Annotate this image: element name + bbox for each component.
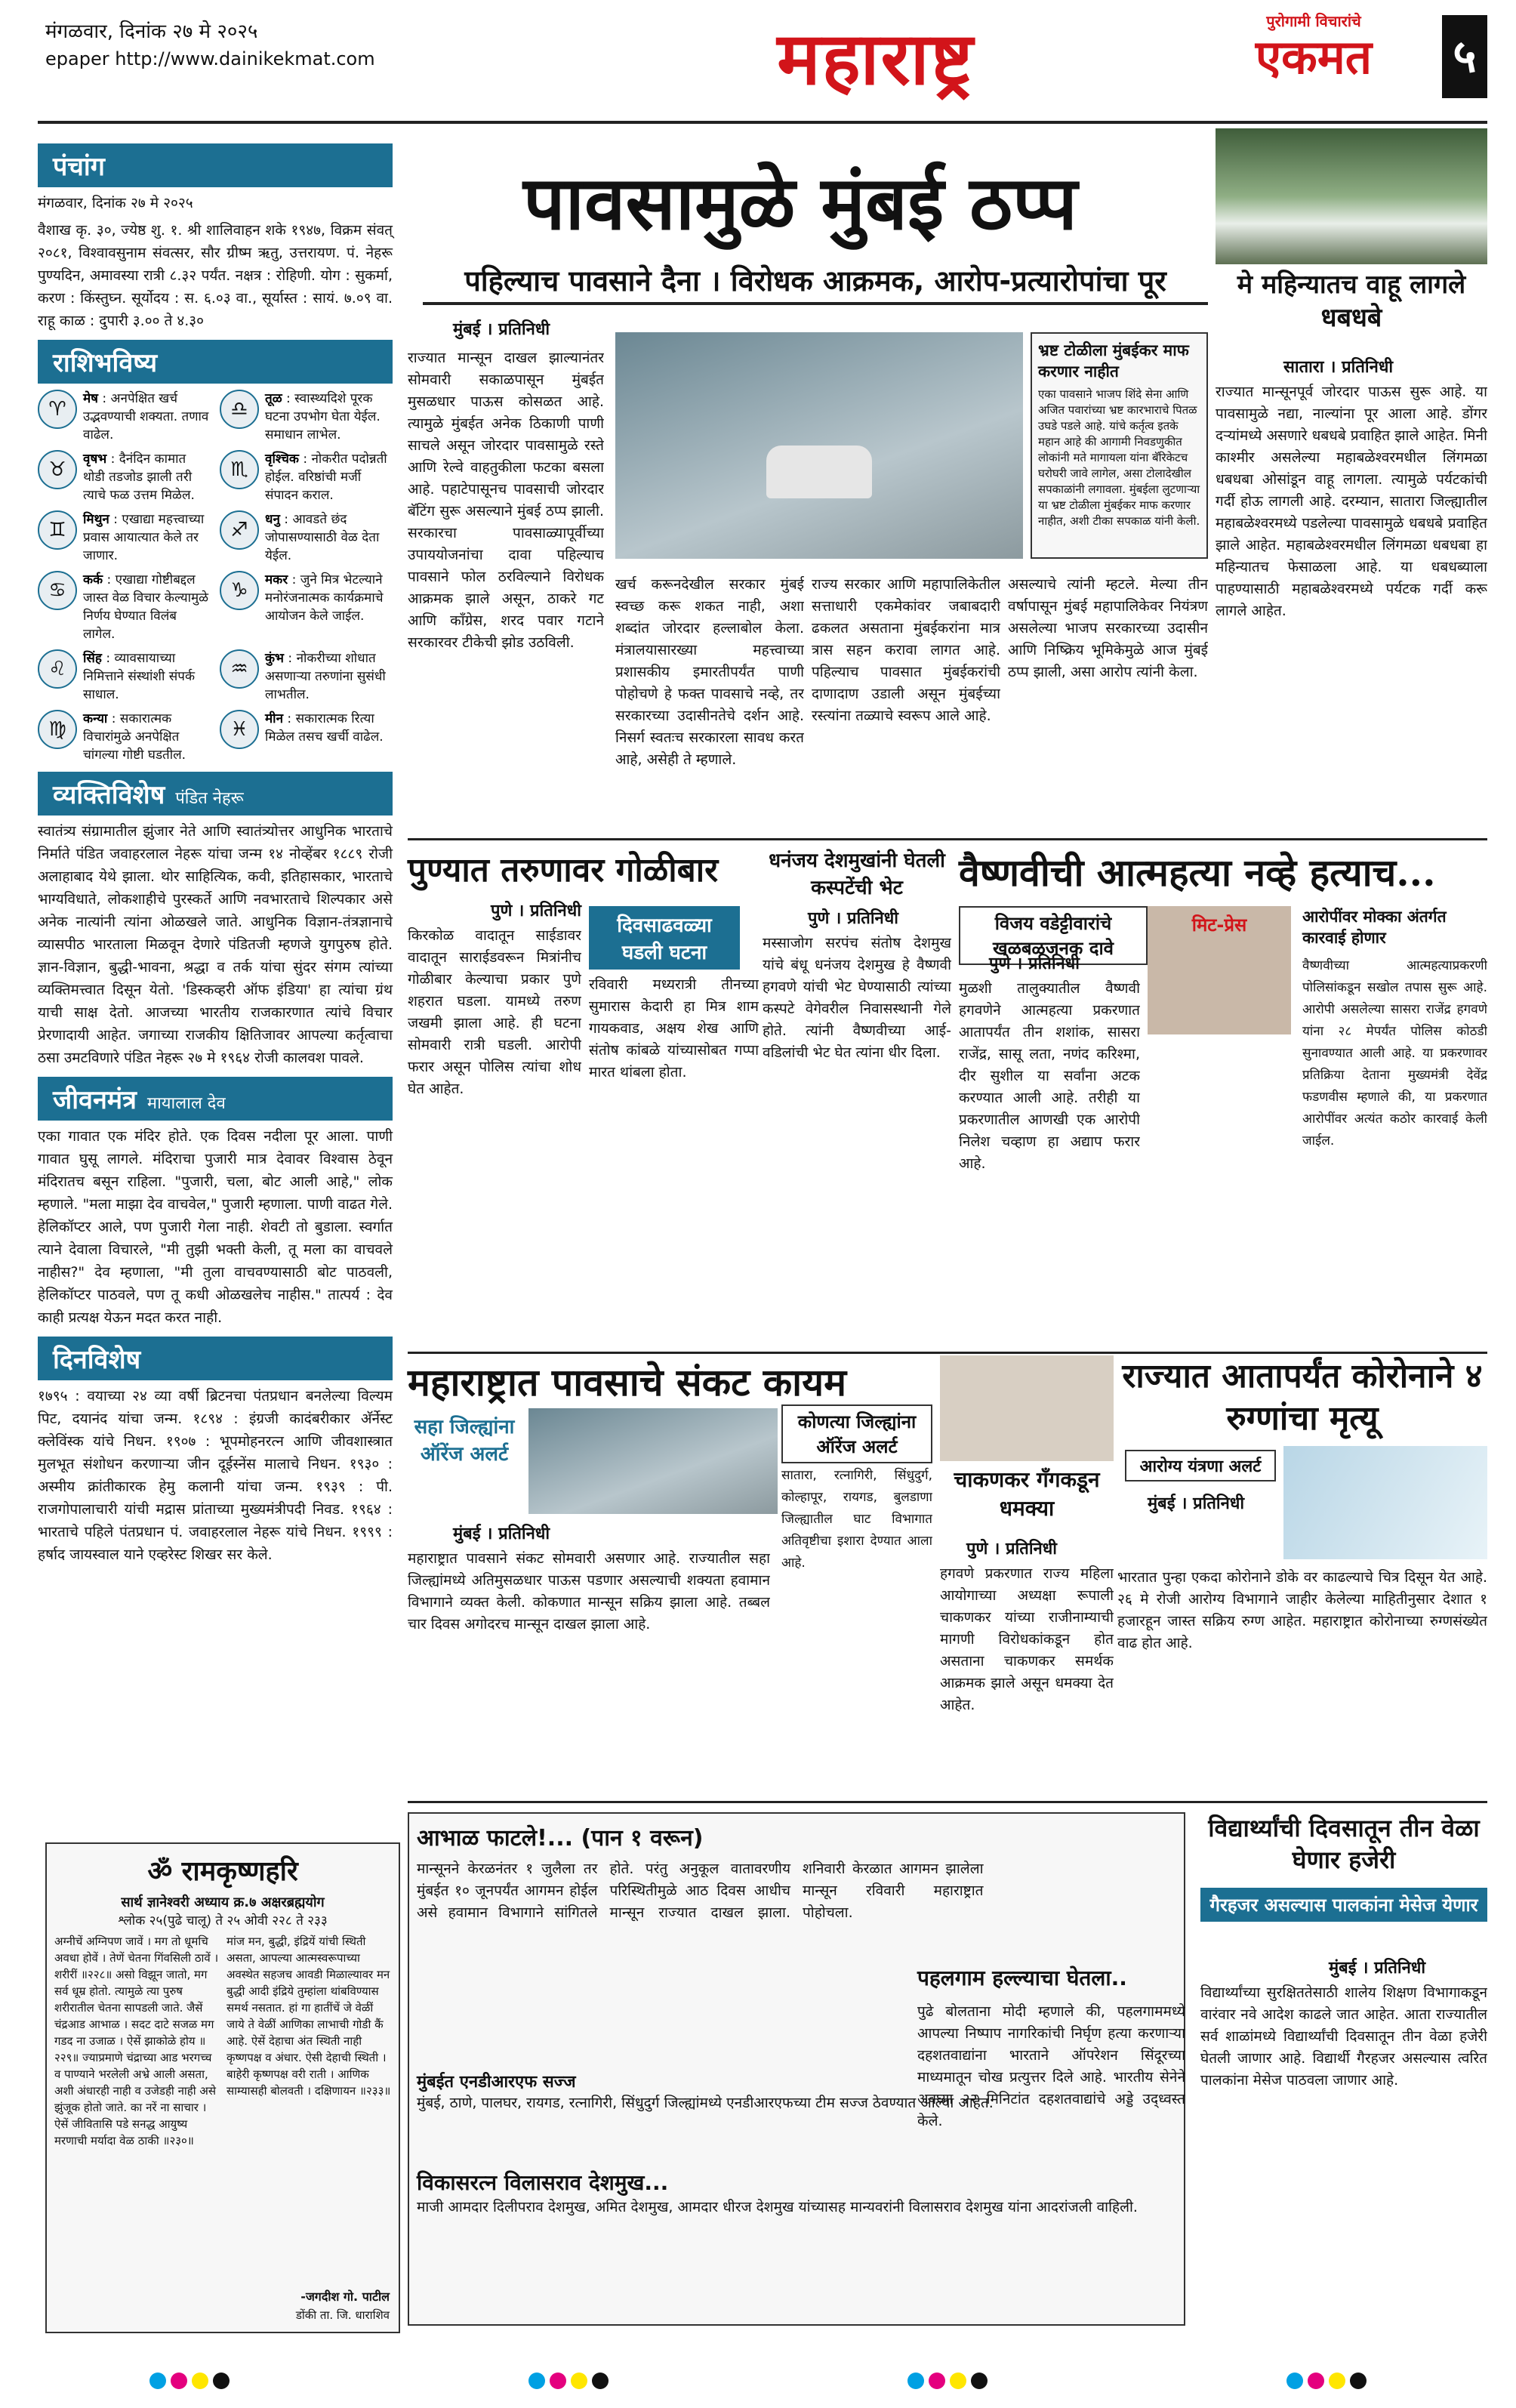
verse-column-1: अग्नीचें अग्निपण जावें । मग तो धूमचि अवधा होवें । तेणें चेतना गिंवसिली ठावें । शरीरीं ॥२२८॥ असो विझून जातो, मग सर्व धूम्र होतो. त्यामुळे त्या पुरुष शरीरातील चेतना सापडली जाते. जैसें चंद्रआड आभाळ । सदट दाटे सजळ मग गडद ना उजाळ । ऐसें झाकोळे होय ॥२२९॥ ज्याप्रमाणे चंद्राच्या आड भरगच्च व पाण्याने भरलेली अभ्रे आली असता, अशी अंधारही नाही व उजेडही नाही असे झुंजूक होतो जाते. का नरें ना साचार । ऐसें जीवितासि पडे सनद्ध आयुष्य मरणाची मर्यादा वेळ ठाकी ॥२३०॥: [54, 1935, 219, 2147]
rashi-item: [38, 390, 211, 444]
rain-state-byline: मुंबई । प्रतिनिधी: [453, 1525, 550, 1543]
mocca-text: वैष्णवीच्या आत्महत्याप्रकरणी पोलिसांकडून सखोल तपास सुरू आहे. आरोपी असलेल्या सासरा राजेंद्र हगवणे यांना २८ मेपर्यंत पोलिस कोठडी सुनावण्यात आली आहे. या प्रकरणावर प्रतिक्रिया देताना मुख्यमंत्री देवेंद्र फडणवीस म्हणाले की, या प्रकरणात आरोपींवर अत्यंत कठोर कारवाई केली जाईल.: [1302, 958, 1487, 1149]
deshmukh-byline: पुणे । प्रतिनिधी: [808, 909, 898, 928]
pune-firing-headline: पुण्यात तरुणावर गोळीबार: [408, 851, 719, 890]
rashi-text: कर्क : एखाद्या गोष्टीबद्दल जास्त वेळ विचार केल्यामुळे निर्णय घेण्यात विलंब लागेल.: [83, 572, 209, 642]
ramkrishna-box: [45, 1842, 400, 2333]
cyan-dot: [1286, 2373, 1303, 2389]
verse-column-2: मांज मन, बुद्धी, इंद्रियें यांची स्थिती असता, आपल्या आत्मस्वरूपाच्या अवस्थेत सहजच आवडी मिळाल्यावर मन बुद्धी आदी इंद्रिये तुम्हांला थांबविण्यास समर्थ नसतात. हां गा हातींचें जे वेळीं जाये ते वेळीं आणिका लाभाची गोडी कैं आहे. ऐसें देहाचा अंत स्थिती नाही कृष्णपक्ष व अंधार. ऐसी देहाची स्थिती । बाहेरी कृष्णपक्ष वरी राती । आणिक साम्यासही बोलवती । दक्षिणायन ॥२३३॥: [226, 1935, 391, 2098]
corona-byline: मुंबई । प्रतिनिधी: [1148, 1494, 1245, 1513]
yellow-dot: [950, 2373, 966, 2389]
pahalgam-text: पुढे बोलताना मोदी म्हणाले की, पहलगाममध्ये आपल्या निष्पाप नागरिकांची निर्घृण हत्या करणाऱ्या दहशतवाद्यांना भारताने ऑपरेशन सिंदूरच्या माध्यमातून चोख प्रत्युत्तर दिले आहे. भारतीय सेनेने अवघ्या २२ मिनिटांत दहशतवाद्यांचे अड्डे उद्ध्वस्त केले.: [917, 2003, 1185, 2129]
goat-icon: ♑: [220, 571, 259, 610]
verse-author-place: डोंकी ता. जि. धाराशिव: [295, 2308, 390, 2322]
scorpion-icon: ♏: [220, 450, 259, 489]
rashi-item: [38, 710, 211, 764]
lead-rule: [423, 302, 1208, 305]
side-box-headline: भ्रष्ट टोळीला मुंबईकर माफ करणार नाहीत: [1038, 341, 1189, 381]
section-divider-3: [408, 1801, 1487, 1803]
rashi-grid: [38, 390, 393, 764]
lead-col-1: राज्यात मान्सून दाखल झाल्यानंतर सोमवारी सकाळपासून मुंबईत मुसळधार पाऊस कोसळत आहे. त्यामुळे मुंबईत अनेक ठिकाणी पाणी साचले असून जोरदार पावसामुळे रस्ते आणि रेल्वे वाहतुकीला फटका बसला आहे. पहाटेपासूनच पावसाची जोरदार बॅटिंग सुरू असल्याने मुंबई ठप्प झाली. सरकारचा पावसाळ्यापूर्वीच्या उपाययोजनांचा दावा पहिल्याच पावसाने फोल ठरविल्याने विरोधक आक्रमक झाले असून, ठाकरे गट आणि काँग्रेस, शरद पवार गटाने सरकारवर टीकेची झोड उठविली.: [408, 350, 604, 651]
rashi-text: तूळ : स्वास्थ्यदिशे पूरक घटना उपभोग घेता येईल. समाधान लाभेल.: [265, 391, 381, 442]
black-dot: [213, 2373, 230, 2389]
rashi-item: [38, 571, 211, 643]
threat-headline: चाकणकर गँगकडून धमक्या: [954, 1467, 1100, 1521]
side-box-text: एका पावसाने भाजप शिंदे सेना आणि अजित पवारांच्या भ्रष्ट कारभाराचे पितळ उघडे पडले आहे. यांचे कर्तृत्व इतके महान आहे की आगामी निवडणुकीत लोकांनी मते मागायला यांना बॅरिकेटच घरोघरी जावे लागेल, असा टोलादेखील सपकाळांनी लगावला. मुंबईला लुटणाऱ्या या भ्रष्ट टोळीला मुंबईकर माफ करणार नाहीत, अशी टीका सपकाळ यांनी केली.: [1038, 387, 1200, 528]
threat-text: हगवणे प्रकरणात राज्य महिला आयोगाच्या अध्यक्षा रूपाली चाकणकर यांच्या राजीनाम्याची मागणी विरोधकांकडून होत असताना चाकणकर समर्थक आक्रमक झाले असून धमक्या देत आहेत.: [940, 1565, 1114, 1713]
ndrf-text: मुंबई, ठाणे, पालघर, रायगड, रत्नागिरी, सिंधुदुर्ग जिल्ह्यांमध्ये एनडीआरएफच्या टीम सज्ज ठेवण्यात आल्या आहेत.: [417, 2095, 994, 2111]
death-headline: विकासरत्न विलासराव देशमुख...: [417, 2170, 669, 2195]
wadettiwar-photo: [1148, 906, 1291, 1034]
black-dot: [971, 2373, 988, 2389]
vaishnavi-headline: वैष्णवीची आत्महत्या नव्हे हत्याच...: [959, 850, 1436, 895]
orange-alert-headline: कोणत्या जिल्ह्यांना ऑरेंज अलर्ट: [781, 1404, 932, 1463]
maiden-icon: ♍: [38, 710, 77, 749]
archer-icon: ♐: [220, 510, 259, 550]
rashi-text: मकर : जुने मित्र भेटल्याने मनोरंजनात्मक कार्यक्रमाचे आयोजन केले जाईल.: [265, 572, 384, 624]
waterfall-byline: सातारा । प्रतिनिधी: [1283, 358, 1394, 377]
rashi-text: कन्या : सकारात्मक विचारांमुळे अनपेक्षित चांगल्या गोष्टी घडतील.: [83, 711, 186, 763]
jeevan-heading: जीवनमंत्र मायालाल देव: [38, 1077, 393, 1121]
ram-icon: ♈: [38, 390, 77, 429]
magenta-dot: [171, 2373, 187, 2389]
bull-icon: ♉: [38, 450, 77, 489]
registration-marks: [0, 2371, 1516, 2394]
ndrf-headline: मुंबईत एनडीआरएफ सज्ज: [417, 2073, 576, 2092]
epaper-url[interactable]: epaper http://www.dainikekmat.com: [45, 48, 375, 69]
cyan-dot: [907, 2373, 924, 2389]
panchang-date: मंगळवार, दिनांक २७ मे २०२५: [38, 195, 193, 211]
verse-author: -जगदीश गो. पाटील: [300, 2289, 390, 2304]
vaishnavi-inset: विजय वडेट्टीवारांचे खळबळजनक दावे: [959, 906, 1148, 965]
pune-firing-text: किरकोळ वादातून साईडावर वादातून साराईडवरून मित्रांनीच गोळीबार केल्याचा प्रकार पुणे शहरात घडला. यामध्ये तरुण जखमी झाला आहे. ही घटना सोमवारी रात्री घडली. आरोपी फरार असून पोलिस त्यांचा शोध घेत आहेत.: [408, 927, 581, 1097]
dinvishesh-heading: दिनविशेष: [38, 1337, 393, 1380]
students-inset: गैरहजर असल्यास पालकांना मेसेज येणार: [1200, 1888, 1487, 1922]
rain-photo: [615, 332, 1023, 559]
lead-col-2: खर्च करूनदेखील सरकार मुंबई स्वच्छ करू शकत नाही, अशा शब्दांत जोरदार हल्लाबोल केला. मंत्रालयासारख्या महत्त्वाच्या प्रशासकीय इमारतीपर्यंत पाणी पोहोचणे हे फक्त पावसाचे नव्हे, तर सरकारच्या उदासीनतेचे दर्शन आहे. निसर्ग स्वतःच सरकारला सावध करत आहे, असेही ते म्हणाले.: [615, 576, 804, 768]
rashi-item: [220, 450, 393, 504]
rain-state-photo: [528, 1408, 778, 1514]
cyan-dot: [149, 2373, 166, 2389]
continued-headline: आभाळ फाटले!... (पान १ वरून): [417, 1825, 704, 1851]
corona-headline: राज्यात आतापर्यंत कोरोनाने ४ रुग्णांचा मृत्यू: [1122, 1357, 1483, 1438]
newspaper-logo: [1200, 11, 1427, 101]
rashi-text: सिंह : व्यावसायाच्या निमित्ताने संस्थांशी संपर्क साधाल.: [83, 651, 195, 702]
black-dot: [1350, 2373, 1367, 2389]
waterfall-photo: [1216, 128, 1487, 264]
section-divider-1: [408, 838, 1487, 840]
panchang-text: वैशाख कृ. ३०, ज्येष्ठ शु. १. श्री शालिवाहन शके १९४७, विक्रम संवत् २०८१, विश्वावसुनाम संवत्सर, सौर ग्रीष्म ऋतु, उत्तरायण. पं. नेहरू पुण्यदिन, अमावस्या रात्री ८.३२ पर्यंत. नक्षत्र : रोहिणी. योग : सुकर्मा, करण : किंस्तुघ्न. सूर्योदय : स. ६.०३ वा., सूर्यास्त : सायं. ७.०९ वा. राहू काळ : दुपारी ३.०० ते ४.३०: [38, 222, 393, 329]
rashi-item: [220, 571, 393, 643]
rashi-item: [38, 450, 211, 504]
corona-text: भारतात पुन्हा एकदा कोरोनाने डोके वर काढल्याचे चित्र दिसून येत आहे. २६ मे रोजी आरोग्य विभागाने जाहीर केलेल्या माहितीनुसार देशात १ हजारहून जास्त सक्रिय रुग्ण आहेत. महाराष्ट्रात कोरोनाच्या रुग्णसंख्येत वाढ होत आहे.: [1117, 1569, 1487, 1651]
magenta-dot: [550, 2373, 566, 2389]
rashi-text: वृषभ : दैनंदिन कामात थोडी तडजोड झाली तरी त्याचे फळ उत्तम मिळेल.: [83, 452, 195, 503]
rashi-text: कुंभ : नोकरीच्या शोधात असणाऱ्या तरुणांना सुसंधी लाभतील.: [265, 651, 386, 702]
page-number: ५: [1442, 15, 1487, 98]
fish-icon: ♓: [220, 710, 259, 749]
magenta-dot: [1308, 2373, 1324, 2389]
car-icon: [766, 446, 872, 498]
pot-icon: ♒: [220, 649, 259, 689]
lead-subheadline: पहिल्याच पावसाने दैना । विरोधक आक्रमक, आरोप-प्रत्यारोपांचा पूर: [464, 264, 1166, 298]
crab-icon: ♋: [38, 571, 77, 610]
death-text: माजी आमदार दिलीपराव देशमुख, अमित देशमुख, आमदार धीरज देशमुख यांच्यासह मान्यवरांनी विलासराव देशमुख यांना आदरांजली वाहिली.: [417, 2199, 1138, 2215]
deshmukh-text: मस्साजोग सरपंच संतोष देशमुख यांचे बंधू धनंजय देशमुख हे वैष्णवी हगवणे यांची भेट घेण्यासाठी त्यांच्या कस्पटे वेगेवरील निवासस्थानी गेले होते. त्यांनी वैष्णवीच्या आई-वडिलांची भेट घेत त्यांना धीर दिला.: [763, 935, 951, 1061]
brand-tagline: पुरोगामी विचारांचे: [1266, 12, 1361, 30]
waterfall-headline: मे महिन्यातच वाहू लागले धबधबे: [1237, 270, 1466, 333]
pune-firing-inset-text: रविवारी मध्यरात्री तीनच्या सुमारास केदारी हा मित्र शाम गायकवाड, अक्षय शेख आणि संतोष कांबळे यांच्यासोबत गप्पा मारत थांबला होता.: [589, 976, 759, 1081]
rashi-text: मेष : अनपेक्षित खर्च उद्भवण्याची शक्यता. तणाव वाढेल.: [83, 391, 209, 442]
rashi-item: [38, 510, 211, 565]
rashi-text: धनु : आवडते छंद जोपासण्यासाठी वेळ देता येईल.: [265, 512, 380, 563]
chakankar-photo: [940, 1355, 1114, 1461]
lead-byline: मुंबई । प्रतिनिधी: [453, 320, 550, 339]
waterfall-text: राज्यात मान्सूनपूर्व जोरदार पाऊस सुरू आहे. या पावसामुळे नद्या, नाल्यांना पूर आला आहे. डोंगर दऱ्यांमध्ये असणारे धबधबे प्रवाहित झाले आहेत. मिनी काश्मीर असलेल्या महाबळेश्वरमधील लिंगमळा धबधबा ओसांडून वाहू लागला. त्यामुळे पर्यटकांची गर्दी होऊ लागली आहे. दरम्यान, सातारा जिल्ह्यातील महाबळेश्वरमध्ये पडलेल्या पावसामुळे धबधबे प्रवाहित झाले आहेत. महाबळेश्वरमधील लिंगमळा धबधबा हा महिन्यातच फेसाळला आहे. या धबधब्याला पाहण्यासाठी महाबळेश्वरमध्ये पर्यटक गर्दी करू लागले आहेत.: [1216, 384, 1487, 619]
ramkrishna-title: ॐ रामकृष्णहरि: [147, 1856, 298, 1887]
lion-icon: ♌: [38, 649, 77, 689]
rashi-item: [38, 649, 211, 704]
jeevan-text: एका गावात एक मंदिर होते. एक दिवस नदीला पूर आला. पाणी गावात घुसू लागले. मंदिराचा पुजारी मात्र देवावर विश्वास ठेवून मंदिरातच बसून राहिला. "पुजारी, चला, बोट आली आहे," लोक म्हणाले. "मला माझा देव वाचवेल," पुजारी म्हणाला. पाणी वाढत गेले. हेलिकॉप्टर आले, पण पुजारी गेला नाही. शेवटी तो बुडाला. स्वर्गात त्याने देवाला विचारले, "मी तुझी भक्ती केली, तू मला का वाचवले नाहीस?" देव म्हणाला, "मी तुला वाचवण्यासाठी बोट पाठवली, हेलिकॉप्टर पाठवले, पण तू कधी ओळखलेच नाहीस." तात्पर्य : देव काही प्रत्यक्ष येऊन मदत करत नाही.: [38, 1128, 393, 1326]
panchang-heading: पंचांग: [38, 143, 393, 187]
lead-col-4: असल्याचे त्यांनी म्हटले. मेल्या तीन वर्षापासून मुंबई महापालिकेवर नियंत्रण असलेल्या भाजप सरकारच्या उदासीन आणि निष्क्रिय भूमिकेमुळे आज मुंबई ठप्प झाली, असा आरोप त्यांनी केला.: [1008, 576, 1208, 680]
verse-title: सार्थ ज्ञानेश्वरी अध्याय क्र.७ अक्षरब्रह्मयोग: [121, 1895, 325, 1910]
students-text: विद्यार्थ्यांच्या सुरक्षिततेसाठी शालेय शिक्षण विभागाकडून वारंवार नवे आदेश काढले जात आहेत. आता राज्यातील सर्व शाळांमध्ये विद्यार्थ्यांची दिवसातून तीन वेळा हजेरी घेतली जाणार आहे. विद्यार्थी गैरहजर असल्यास त्वरित पालकांना मेसेज पाठवला जाणार आहे.: [1200, 1984, 1487, 2089]
vaishnavi-text: मुळशी तालुक्यातील वैष्णवी हगवणेने आत्महत्या प्रकरणात आतापर्यंत तीन शशांक, सासरा राजेंद्र, सासू लता, नणंद करिश्मा, दीर सुशील या सर्वांना अटक करण्यात आली आहे. तरीही या प्रकरणातील आणखी एक आरोपी निलेश चव्हाण हा अद्याप फरार आहे.: [959, 980, 1140, 1172]
pahalgam-headline: पहलगाम हल्ल्याचा घेतला..: [917, 1966, 1127, 1990]
vaishnavi-byline: पुणे । प्रतिनिधी: [989, 954, 1080, 973]
rashi-item: [220, 649, 393, 704]
corona-photo: [1283, 1446, 1487, 1559]
continued-text: मान्सूनने केरळनंतर १ जुलैला तर मुंबईत १० जूनपर्यंत आगमन होईल असे हवामान विभागाने सांगितले होते. परंतु अनुकूल वातावरणीय परिस्थितीमुळे आठ दिवस आधीच मान्सून राज्यात दाखल झाला. शनिवारी केरळात आगमन झालेला मान्सून रविवारी महाराष्ट्रात पोहोचला.: [417, 1861, 984, 1921]
rashi-item: [220, 710, 393, 764]
black-dot: [592, 2373, 609, 2389]
rain-state-inset: सहा जिल्ह्यांना ऑरेंज अलर्ट: [414, 1416, 515, 1466]
pune-firing-inset: दिवसाढवळ्या घडली घटना: [589, 906, 740, 970]
students-byline: मुंबई । प्रतिनिधी: [1329, 1959, 1426, 1978]
verse-subtitle: श्लोक २५(पुढे चालू) ते २५ ओवी २२८ ते २३३: [118, 1913, 328, 1929]
corona-inset: आरोग्य यंत्रणा अलर्ट: [1125, 1450, 1276, 1481]
yellow-dot: [571, 2373, 587, 2389]
rashi-text: मिथुन : एखाद्या महत्त्वाच्या प्रवास आयात्यात केले तर जाणार.: [83, 512, 205, 563]
photo-label: मिट-प्रेस: [1191, 914, 1247, 936]
yellow-dot: [1329, 2373, 1345, 2389]
lead-col-3: राज्य सरकार आणि महापालिकेतील सत्ताधारी एकमेकांवर जबाबदारी ढकलत असताना मुंबईकरांना मात्र त्रास सहन करावा लागत आहे. पहिल्याच पावसात मुंबईकरांची दाणादाण उडाली असून मुंबईच्या रस्त्यांना तळ्याचे स्वरूप आले आहे.: [812, 576, 1000, 724]
scales-icon: ♎: [220, 390, 259, 429]
pune-firing-byline: पुणे । प्रतिनिधी: [491, 902, 581, 920]
orange-alert-text: सातारा, रत्नागिरी, सिंधुदुर्ग, कोल्हापूर, रायगड, बुलडाणा जिल्ह्यातील घाट विभागात अतिवृष्टीचा इशारा देण्यात आला आहे.: [781, 1468, 932, 1571]
rashi-text: वृश्चिक : नोकरीत पदोन्नती होईल. वरिष्ठांची मर्जी संपादन कराल.: [265, 452, 387, 503]
rashi-item: [220, 510, 393, 565]
side-box: [1031, 332, 1208, 559]
twins-icon: ♊: [38, 510, 77, 550]
mocca-headline: आरोपींवर मोक्का अंतर्गत कारवाई होणार: [1302, 908, 1447, 947]
dinvishesh-text: १७९५ : वयाच्या २४ व्या वर्षी ब्रिटनचा पंतप्रधान बनलेल्या विल्यम पिट, दयानंद यांचा जन्म. १८९४ : इंग्रजी कादंबरीकार अ‍ॅर्नेस्ट क्लेविंस्क यांचे निधन. १९०७ : भूपमोहनरत्न आणि जीवशास्त्रात मुलभूत संशोधन करणाऱ्या जीन दूईस्नेंस मालाचे निधन. १९३० : अस्मीय क्रांतीकारक हेमु कलानी यांचा जन्म. १९३९ : पी. राजगोपालाचारी यांची मद्रास प्रांताच्या मुख्यमंत्रीपदी निवड. १९६४ : भारताचे पहिले पंतप्रधान पं. जवाहरलाल नेहरू यांचे निधन. १९९९ : हर्षाद जायस्वाल याने एव्हरेस्ट शिखर सर केले.: [38, 1388, 393, 1563]
threat-byline: पुणे । प्रतिनिधी: [966, 1540, 1057, 1559]
issue-date: मंगळवार, दिनांक २७ मे २०२५: [45, 20, 258, 43]
magenta-dot: [929, 2373, 945, 2389]
yellow-dot: [192, 2373, 208, 2389]
section-title: [664, 6, 1087, 112]
deshmukh-headline: धनंजय देशमुखांनी घेतली कस्पटेंची भेट: [769, 849, 945, 899]
brand-name: एकमत: [1255, 29, 1373, 85]
cyan-dot: [528, 2373, 545, 2389]
rain-state-headline: महाराष्ट्रात पावसाचे संकट कायम: [408, 1360, 846, 1404]
section-title-text: महाराष्ट्र: [777, 16, 975, 101]
rashi-text: मीन : सकारात्मक रित्या मिळेल तसच खर्ची वाढेल.: [265, 711, 384, 745]
section-divider-2: [408, 1352, 1487, 1354]
person-heading: व्यक्तिविशेष पंडित नेहरू: [38, 772, 393, 816]
rashi-heading: राशिभविष्य: [38, 340, 393, 384]
students-headline: विद्यार्थ्यांची दिवसातून तीन वेळा घेणार हजेरी: [1208, 1814, 1480, 1874]
person-text: स्वातंत्र्य संग्रामातील झुंजार नेते आणि स्वातंत्र्योत्तर आधुनिक भारताचे निर्माते पंडित जवाहरलाल नेहरू यांचा जन्म १४ नोव्हेंबर १८८९ रोजी अलाहाबाद येथे झाला. थोर साहित्यिक, कवी, इतिहासकार, भारताचे भाग्यविधाते, लोकशाहीचे पुरस्कर्ते आणि नवभारताचे शिल्पकार असे अनेक नात्यांनी त्यांना ओळखले जाते. आधुनिक विज्ञान-तंत्रज्ञानाचे व्यासपीठ भारताला मिळवून देणारे पंडितजी म्हणजे युगपुरुष होते. ज्ञान-विज्ञान, बुद्धी-भावना, श्रद्धा व तर्क यांचा सुंदर संगम त्यांच्या व्यक्तिमत्त्वात दिसून येतो. 'डिस्कव्हरी ऑफ इंडिया' हा त्यांचा ग्रंथ याची साक्ष देतो. आजच्या भारतीय राजकारणात त्यांचे विचार प्रेरणादायी आहेत. जगाच्या राजकीय क्षितिजावर आपल्या कर्तृत्वाचा ठसा उमटविणारे पंडित नेहरू २७ मे १९६४ रोजी कालवश पावले.: [38, 823, 393, 1066]
rashi-item: [220, 390, 393, 444]
rain-state-text: महाराष्ट्रात पावसाने संकट सोमवारी असणार आहे. राज्यातील सहा जिल्ह्यांमध्ये अतिमुसळधार पाऊस पडणार असल्याची शक्यता हवामान विभागाने व्यक्त केली. कोकणात मान्सून सक्रिय झाला आहे. तब्बल चार दिवस अगोदरच मान्सून दाखल झाला आहे.: [408, 1550, 770, 1633]
header-rule: [38, 121, 1487, 124]
lead-headline: पावसामुळे मुंबई ठप्प: [523, 160, 1077, 247]
